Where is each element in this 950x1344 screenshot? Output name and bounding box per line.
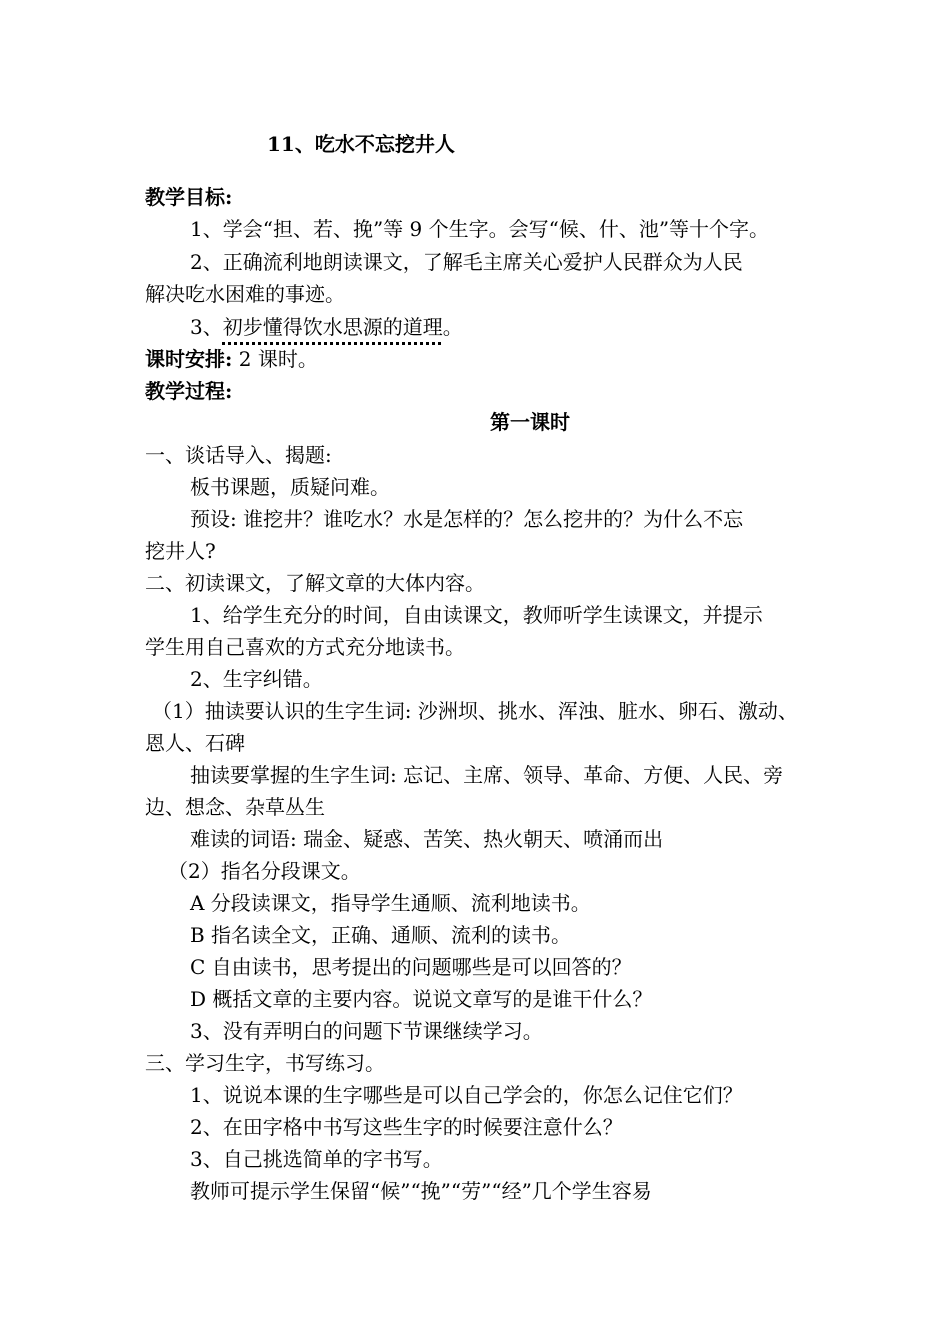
section-3-heading: 三、学习生字，书写练习。: [145, 1051, 385, 1075]
lesson-heading: 第一课时: [490, 410, 570, 434]
objective-3-suffix: 。: [442, 315, 463, 339]
objective-3-prefix: 3、: [190, 315, 223, 339]
schedule-label: 课时安排:: [145, 347, 233, 371]
section-2-master-words: 抽读要掌握的生字生词: 忘记、主席、领导、革命、方便、人民、旁: [190, 763, 784, 787]
section-2-hard-words: 难读的词语: 瑞金、疑惑、苦笑、热火朝天、喷涌而出: [190, 827, 664, 851]
section-2-master-words-cont: 边、想念、杂草丛生: [145, 795, 325, 819]
section-2-sub-2: （2）指名分段课文。: [168, 859, 361, 883]
objective-2-line-1: 2、正确流利地朗读课文，了解毛主席关心爱护人民群众为人民: [190, 250, 743, 274]
section-2-item-1: 1、给学生充分的时间，自由读课文，教师听学生读课文，并提示: [190, 603, 763, 627]
objective-2-line-2: 解决吃水困难的事迹。: [145, 282, 345, 306]
section-3-item-3: 3、自己挑选简单的字书写。: [190, 1147, 443, 1171]
section-2-item-1-cont: 学生用自己喜欢的方式充分地读书。: [145, 635, 465, 659]
section-2-step-d: D 概括文章的主要内容。说说文章写的是谁干什么？: [190, 987, 653, 1011]
schedule-value: 2 课时。: [238, 347, 318, 371]
section-2-step-a: A 分段读课文，指导学生通顺、流利地读书。: [190, 891, 591, 915]
objective-1: 1、学会“担、若、挽”等 9 个生字。会写“候、什、池”等十个字。: [190, 217, 770, 241]
section-3-item-1: 1、说说本课的生字哪些是可以自己学会的，你怎么记住它们？: [190, 1083, 743, 1107]
section-2-step-c: C 自由读书，思考提出的问题哪些是可以回答的？: [190, 955, 632, 979]
objective-3: [190, 311, 463, 343]
section-2-sub-1: （1）抽读要认识的生字生词: 沙洲坝、挑水、浑浊、脏水、卵石、激动、: [152, 699, 798, 723]
section-1-line-2: 预设: 谁挖井？谁吃水？水是怎样的？怎么挖井的？为什么不忘: [190, 507, 744, 531]
lesson-title: 11、吃水不忘挖井人: [267, 132, 455, 156]
schedule-line: [145, 343, 318, 375]
section-1-heading: 一、谈话导入、揭题:: [145, 443, 332, 467]
section-2-step-b: B 指名读全文，正确、通顺、流利的读书。: [190, 923, 572, 947]
objective-3-emphasis: 初步懂得饮水思源的道理: [222, 315, 443, 339]
section-2-item-2: 2、生字纠错。: [190, 667, 323, 691]
section-1-line-3: 挖井人?: [145, 539, 216, 563]
process-heading: 教学过程:: [145, 379, 233, 403]
section-2-heading: 二、初读课文，了解文章的大体内容。: [145, 571, 485, 595]
objectives-heading: 教学目标:: [145, 185, 233, 209]
section-2-sub-1-cont: 恩人、石碑: [145, 731, 245, 755]
section-2-item-3: 3、没有弄明白的问题下节课继续学习。: [190, 1019, 543, 1043]
section-3-item-4: 教师可提示学生保留“候”“挽”“劳”“经”几个学生容易: [190, 1179, 652, 1203]
section-1-line-1: 板书课题，质疑问难。: [190, 475, 390, 499]
section-3-item-2: 2、在田字格中书写这些生字的时候要注意什么？: [190, 1115, 623, 1139]
